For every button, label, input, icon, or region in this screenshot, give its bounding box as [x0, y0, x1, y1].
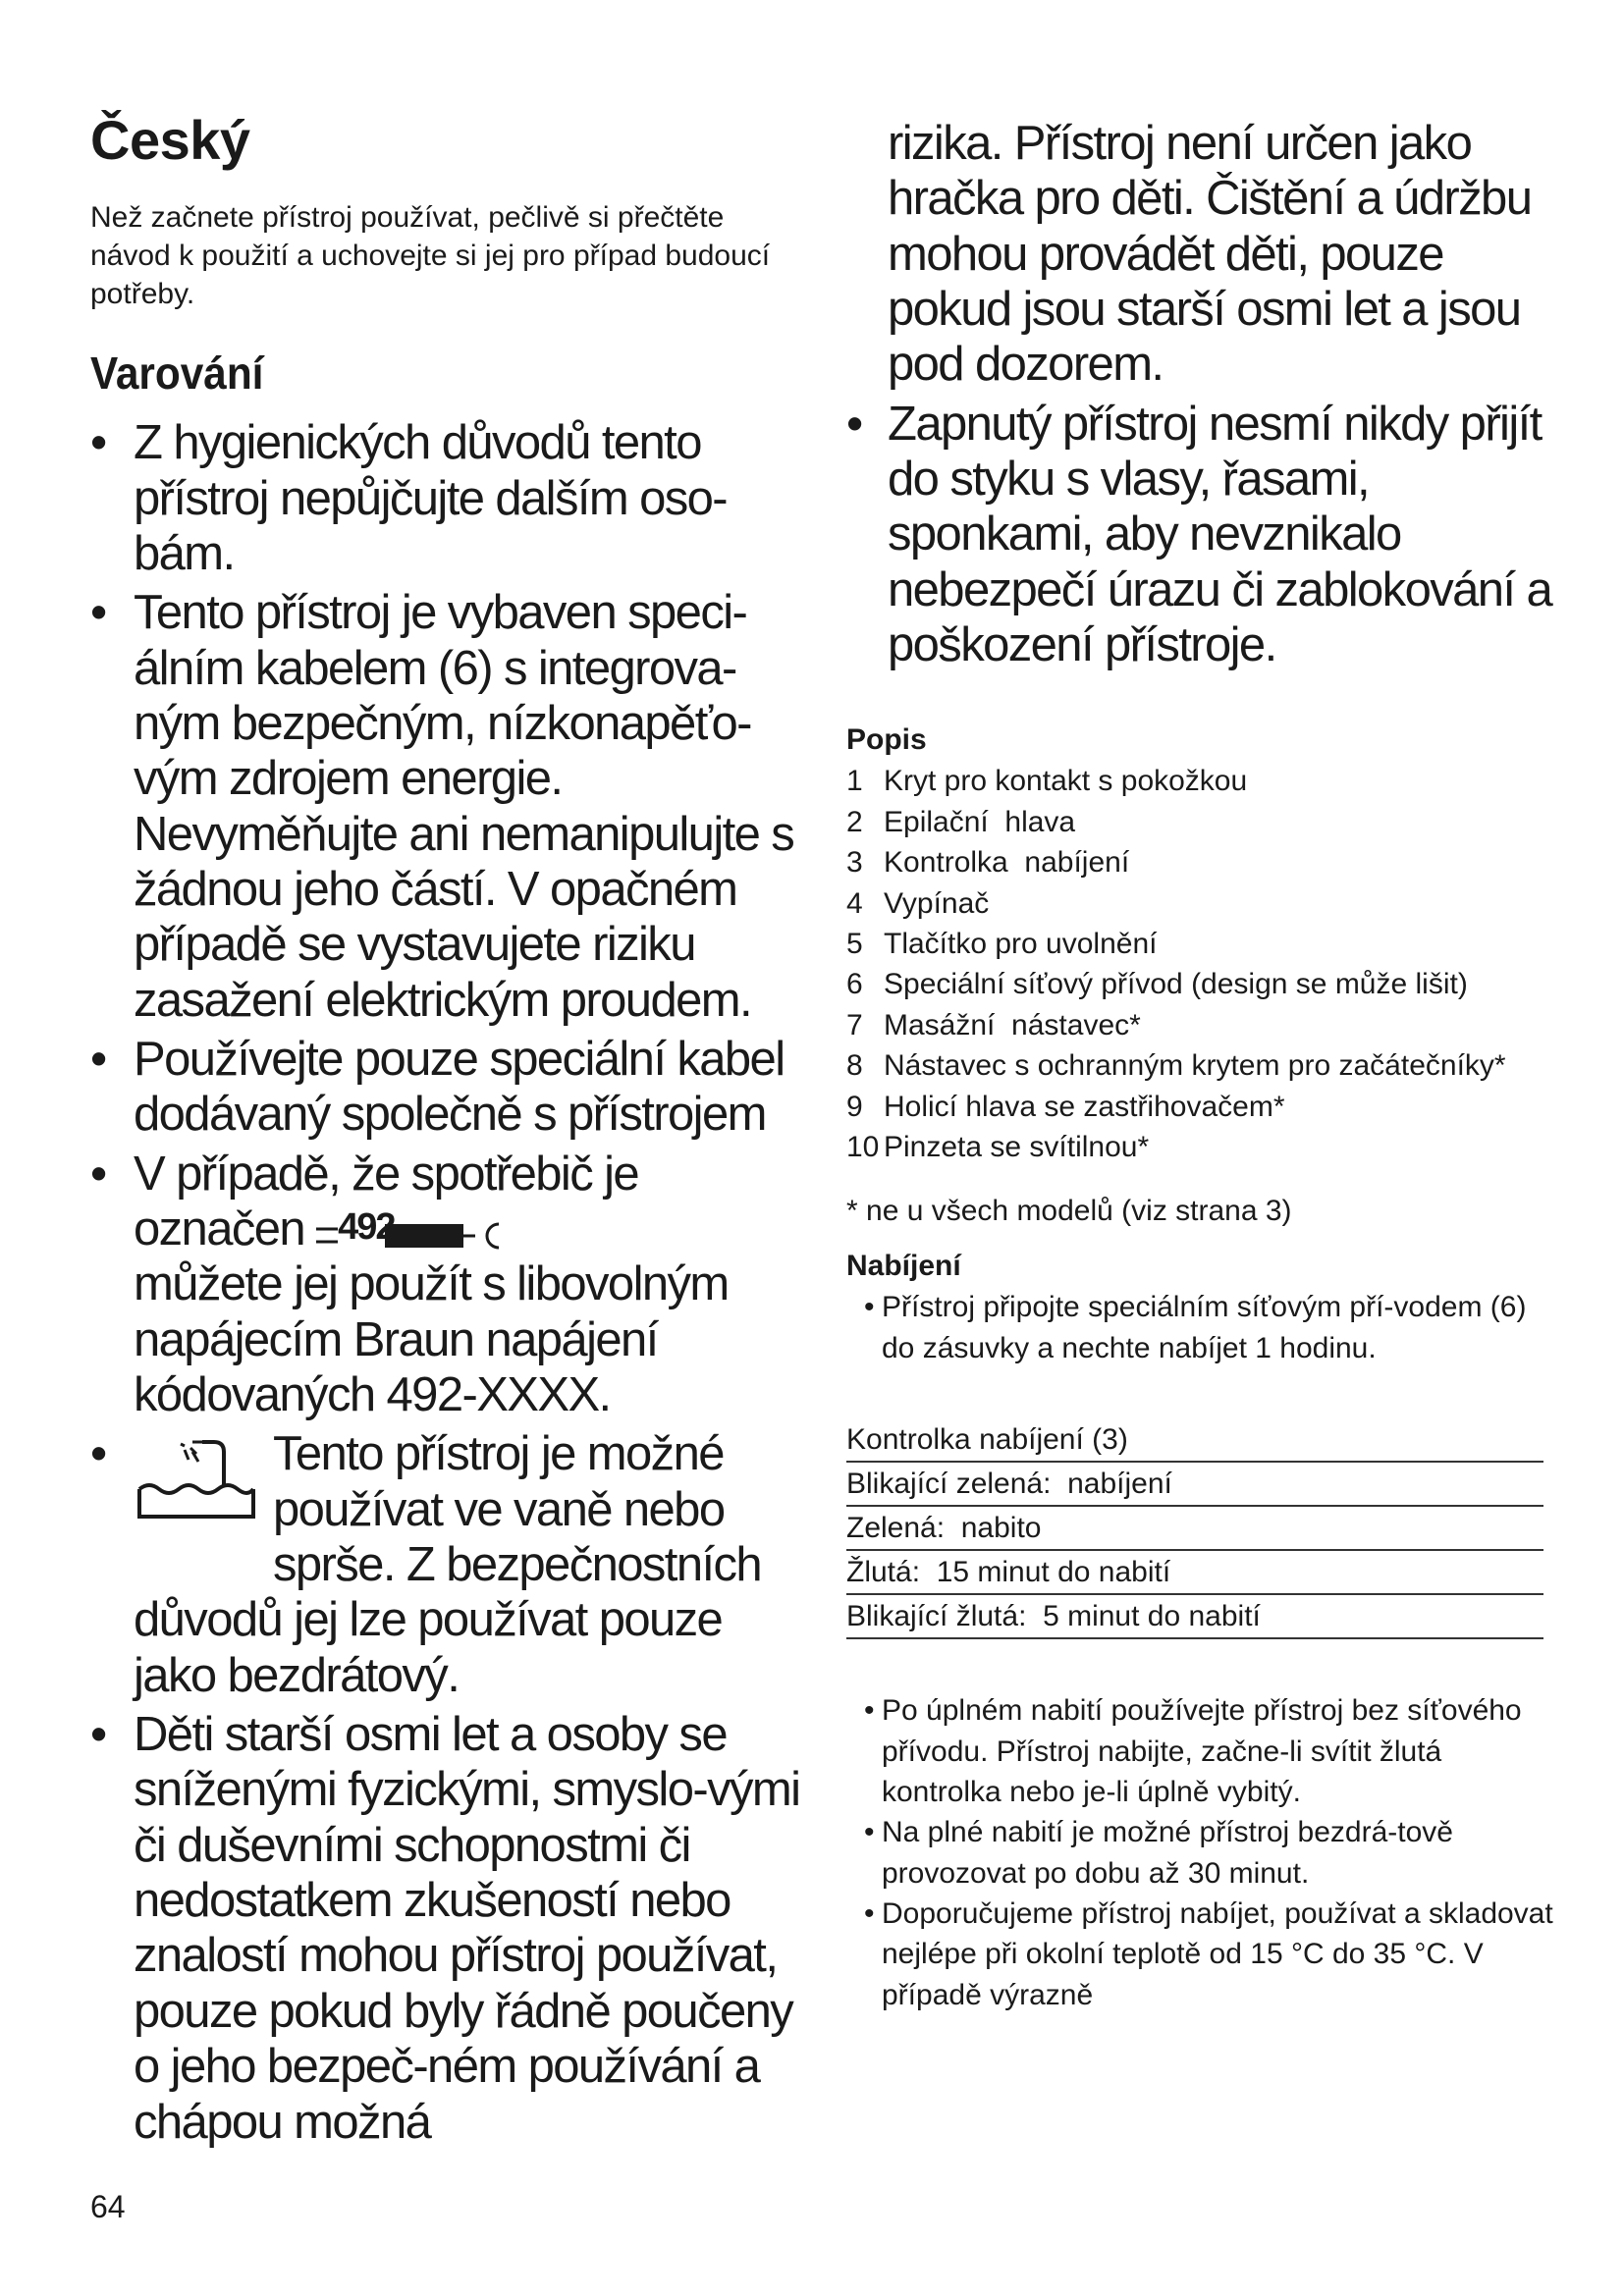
warning-item [90, 1032, 807, 1143]
charging-heading: Nabíjení [846, 1250, 961, 1283]
marked-rest: můžete jej použít s libovolným napájecím Braun napájení kódovaných 492-XXXX. [134, 1257, 729, 1422]
part-label: Speciální síťový přívod (design se může lišit) [884, 968, 1468, 1001]
plug-symbol [316, 1206, 503, 1252]
charging-step-text: Přístroj připojte speciálním síťovým pří-vodem (6) do zásuvky a nechte nabíjet 1 hodinu. [882, 1291, 1527, 1364]
continuation-text: rizika. Přístroj není určen jako hračka pro děti. Čištění a údržbu mohou provádět děti, pouze pokud jsou starší osmi let a jsou pod dozorem. [888, 117, 1532, 392]
part-number: 1 [846, 765, 863, 798]
warnings-list-continued [846, 397, 1553, 673]
warnings-heading: Varování [90, 347, 264, 399]
marked-line-1: V případě, že spotřebič je [134, 1147, 639, 1201]
warning-text: Děti starší osmi let a osoby se sníženými fyzickými, smyslo-vými či duševními schopnostmi či nedostatkem zkušeností nebo znalostí mohou přístroj používat, pouze pokud byly řádně poučeny o jeho bezpeč-ném používání a chápou možná [134, 1708, 800, 2149]
language-title: Český [90, 109, 250, 171]
indicator-table [846, 1461, 1543, 1639]
intro-paragraph: Než začnete přístroj používat, pečlivě si přečtěte návod k použití a uchovejte si jej pro případ budoucí potřeby. [90, 200, 771, 310]
part-label: Pinzeta se svítilnou* [884, 1130, 1150, 1163]
table-cell: Zelená: nabito [846, 1506, 1543, 1550]
part-label: Epilační hlava [884, 805, 1076, 838]
warning-item [90, 1707, 807, 2150]
description-heading: Popis [846, 723, 927, 757]
charging-step [846, 1287, 1553, 1368]
part-item [846, 842, 1553, 882]
marked-label: označen [134, 1202, 305, 1255]
part-item [846, 1005, 1553, 1045]
usage-note-text: Doporučujeme přístroj nabíjet, používat a skladovat nejlépe při okolní teplotě od 15 °C do 35 °C. V případě výrazně [882, 1897, 1553, 2011]
part-number: 9 [846, 1090, 863, 1123]
warning-text: Zapnutý přístroj nesmí nikdy přijít do styku s vlasy, řasami, sponkami, aby nevznikalo nebezpečí úrazu či zablokování a poškození přístroje. [888, 397, 1552, 672]
part-item [846, 802, 1553, 842]
bath-rest: důvodů jej lze používat pouze jako bezdrátový. [134, 1593, 723, 1702]
bullet-icon: • [864, 1816, 875, 1849]
bullet-icon: • [90, 416, 106, 470]
part-number: 2 [846, 805, 863, 838]
part-label: Holicí hlava se zastřihovačem* [884, 1090, 1285, 1123]
warnings-list [90, 415, 807, 2150]
warning-text: Používejte pouze speciální kabel dodávaný společně s přístrojem [134, 1032, 785, 1142]
part-number: 7 [846, 1008, 863, 1041]
bullet-icon: • [90, 1032, 106, 1086]
part-label: Kontrolka nabíjení [884, 846, 1130, 880]
bullet-icon: • [846, 397, 862, 451]
part-number: 5 [846, 928, 863, 960]
plug-code: 492 [338, 1206, 395, 1249]
part-number: 10 [846, 1130, 880, 1163]
bullet-icon: • [90, 1147, 106, 1201]
table-row [846, 1550, 1543, 1594]
left-column [90, 110, 807, 2154]
part-item [846, 761, 1553, 801]
part-item [846, 964, 1553, 1004]
warning-text: Tento přístroj je vybaven speci-álním kabelem (6) s integrova-ným bezpečným, nízkonapěťo-vým zdrojem energie. Nevyměňujte ani nemanipulujte s žádnou jeho částí. V opačném případě se vystavujete riziku zasažení elektrickým proudem. [134, 586, 794, 1027]
right-column [846, 116, 1553, 2015]
bath-row [134, 1426, 807, 1592]
part-label: Tlačítko pro uvolnění [884, 928, 1158, 960]
warning-item [846, 397, 1553, 673]
part-number: 3 [846, 846, 863, 880]
table-cell: Blikající zelená: nabíjení [846, 1462, 1543, 1506]
warning-item-bath [90, 1426, 807, 1703]
indicator-table-caption: Kontrolka nabíjení (3) [846, 1423, 1128, 1457]
warning-item-marked [90, 1147, 807, 1423]
table-row [846, 1462, 1543, 1506]
part-number: 8 [846, 1049, 863, 1083]
warning-item [90, 415, 807, 581]
part-item [846, 924, 1553, 964]
bathtub-shower-icon [134, 1430, 259, 1530]
part-number: 6 [846, 968, 863, 1001]
part-label: Nástavec s ochranným krytem pro začátečníky* [884, 1049, 1506, 1083]
table-row [846, 1506, 1543, 1550]
bullet-icon: • [864, 1897, 875, 1931]
table-cell: Žlutá: 15 minut do nabití [846, 1550, 1543, 1594]
usage-notes [846, 1690, 1553, 2015]
usage-note [846, 1894, 1553, 2015]
usage-note [846, 1812, 1553, 1894]
bullet-icon: • [90, 586, 106, 640]
warning-item [90, 585, 807, 1028]
page-number: 64 [90, 2189, 126, 2224]
usage-note-text: Na plné nabití je možné přístroj bezdrá-tově provozovat po dobu až 30 minut. [882, 1816, 1453, 1890]
bullet-icon: • [90, 1427, 106, 1481]
usage-note [846, 1690, 1553, 1812]
bath-text: Tento přístroj je možné používat ve vaně nebo sprše. Z bezpečnostních [273, 1427, 762, 1592]
part-item [846, 1045, 1553, 1086]
bullet-icon: • [90, 1708, 106, 1762]
bullet-icon: • [864, 1694, 875, 1728]
availability-footnote: * ne u všech modelů (viz strana 3) [846, 1195, 1292, 1228]
bullet-icon: • [864, 1291, 875, 1324]
part-item [846, 1087, 1553, 1127]
usage-note-text: Po úplném nabití používejte přístroj bez síťového přívodu. Přístroj nabijte, začne-li svítit žlutá kontrolka nebo je-li úplně vybitý. [882, 1694, 1522, 1808]
part-label: Masážní nástavec* [884, 1008, 1141, 1041]
table-row [846, 1594, 1543, 1638]
part-number: 4 [846, 886, 863, 920]
part-label: Vypínač [884, 886, 990, 920]
part-item [846, 1127, 1553, 1167]
warning-text: Z hygienických důvodů tento přístroj nepůjčujte dalším oso-bám. [134, 416, 728, 580]
part-label: Kryt pro kontakt s pokožkou [884, 765, 1248, 798]
part-item [846, 883, 1553, 924]
parts-list [846, 761, 1553, 1167]
table-cell: Blikající žlutá: 5 minut do nabití [846, 1594, 1543, 1638]
charging-steps [846, 1287, 1553, 1368]
